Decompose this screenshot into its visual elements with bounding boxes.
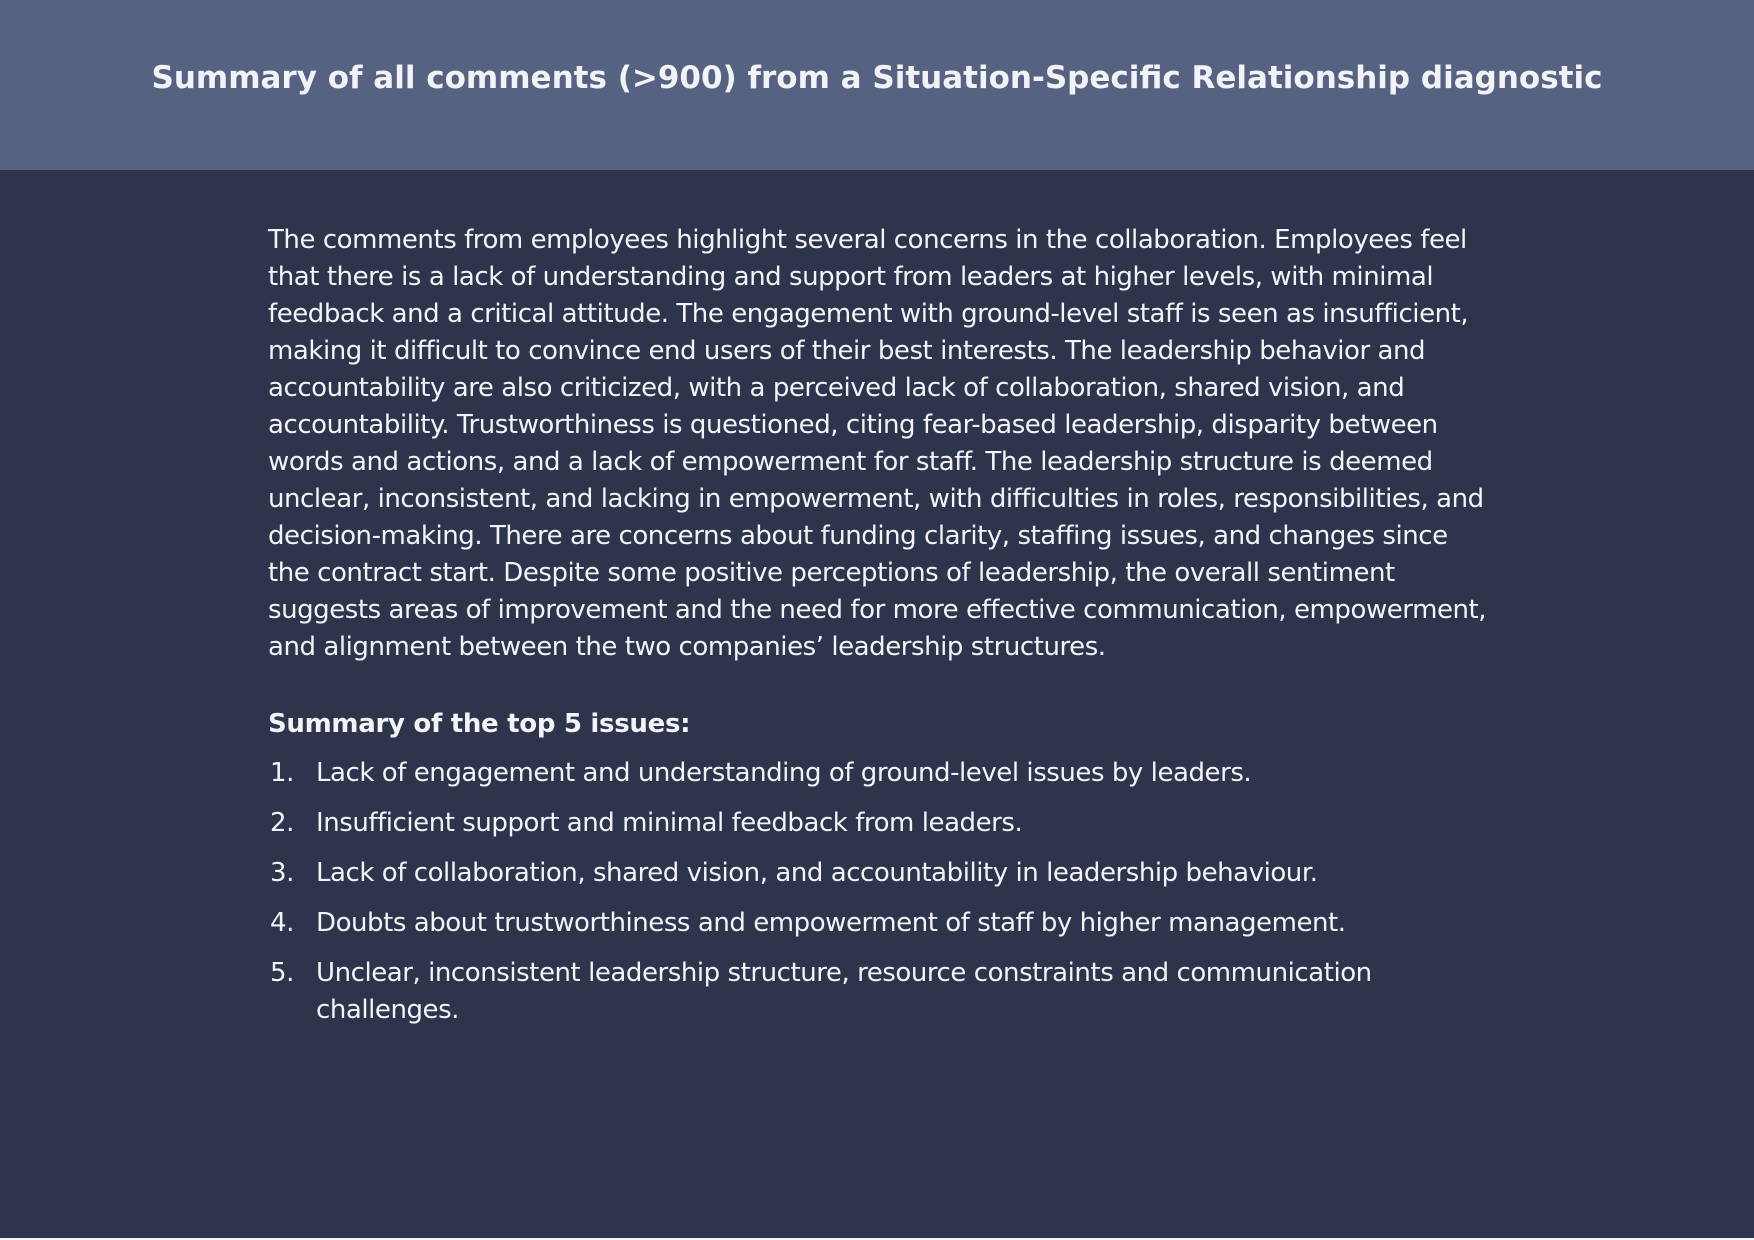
issue-text: Lack of collaboration, shared vision, and accountability in leadership behaviour. xyxy=(316,858,1318,888)
list-item xyxy=(268,805,1493,842)
issues-list xyxy=(268,755,1493,1029)
issue-number: 1. xyxy=(270,758,294,788)
issue-number: 3. xyxy=(270,858,294,888)
list-item xyxy=(268,855,1493,892)
issue-text: Doubts about trustworthiness and empowerment of staff by higher management. xyxy=(316,908,1346,938)
issue-number: 5. xyxy=(270,958,294,988)
issue-text: Lack of engagement and understanding of ground-level issues by leaders. xyxy=(316,758,1252,788)
intro-paragraph: The comments from employees highlight several concerns in the collaboration. Employees feel that there is a lack of understanding and support from leaders at higher levels, with minimal feedback and a critical attitude. The engagement with ground-level staff is seen as insufficient, making it difficult to convince end users of their best interests. The leadership behavior and accountability are also criticized, with a perceived lack of collaboration, shared vision, and accountability. Trustworthiness is questioned, citing fear-based leadership, disparity between words and actions, and a lack of empowerment for staff. The leadership structure is deemed unclear, inconsistent, and lacking in empowerment, with difficulties in roles, responsibilities, and decision-making. There are concerns about funding clarity, staffing issues, and changes since the contract start. Despite some positive perceptions of leadership, the overall sentiment suggests areas of improvement and the need for more effective communication, empowerment, and alignment between the two companies’ leadership structures. xyxy=(268,225,1487,662)
header-banner xyxy=(0,0,1754,170)
list-item xyxy=(268,905,1493,942)
list-item xyxy=(268,955,1493,1029)
page-title: Summary of all comments (>900) from a Situation-Specific Relationship diagnostic xyxy=(151,60,1603,96)
main-content xyxy=(268,222,1493,1042)
issue-text: Unclear, inconsistent leadership structure, resource constraints and communication challenges. xyxy=(316,958,1372,1025)
issue-text: Insufficient support and minimal feedback from leaders. xyxy=(316,808,1023,838)
issue-number: 2. xyxy=(270,808,294,838)
list-item xyxy=(268,755,1493,792)
issues-heading: Summary of the top 5 issues: xyxy=(268,709,691,739)
issue-number: 4. xyxy=(270,908,294,938)
